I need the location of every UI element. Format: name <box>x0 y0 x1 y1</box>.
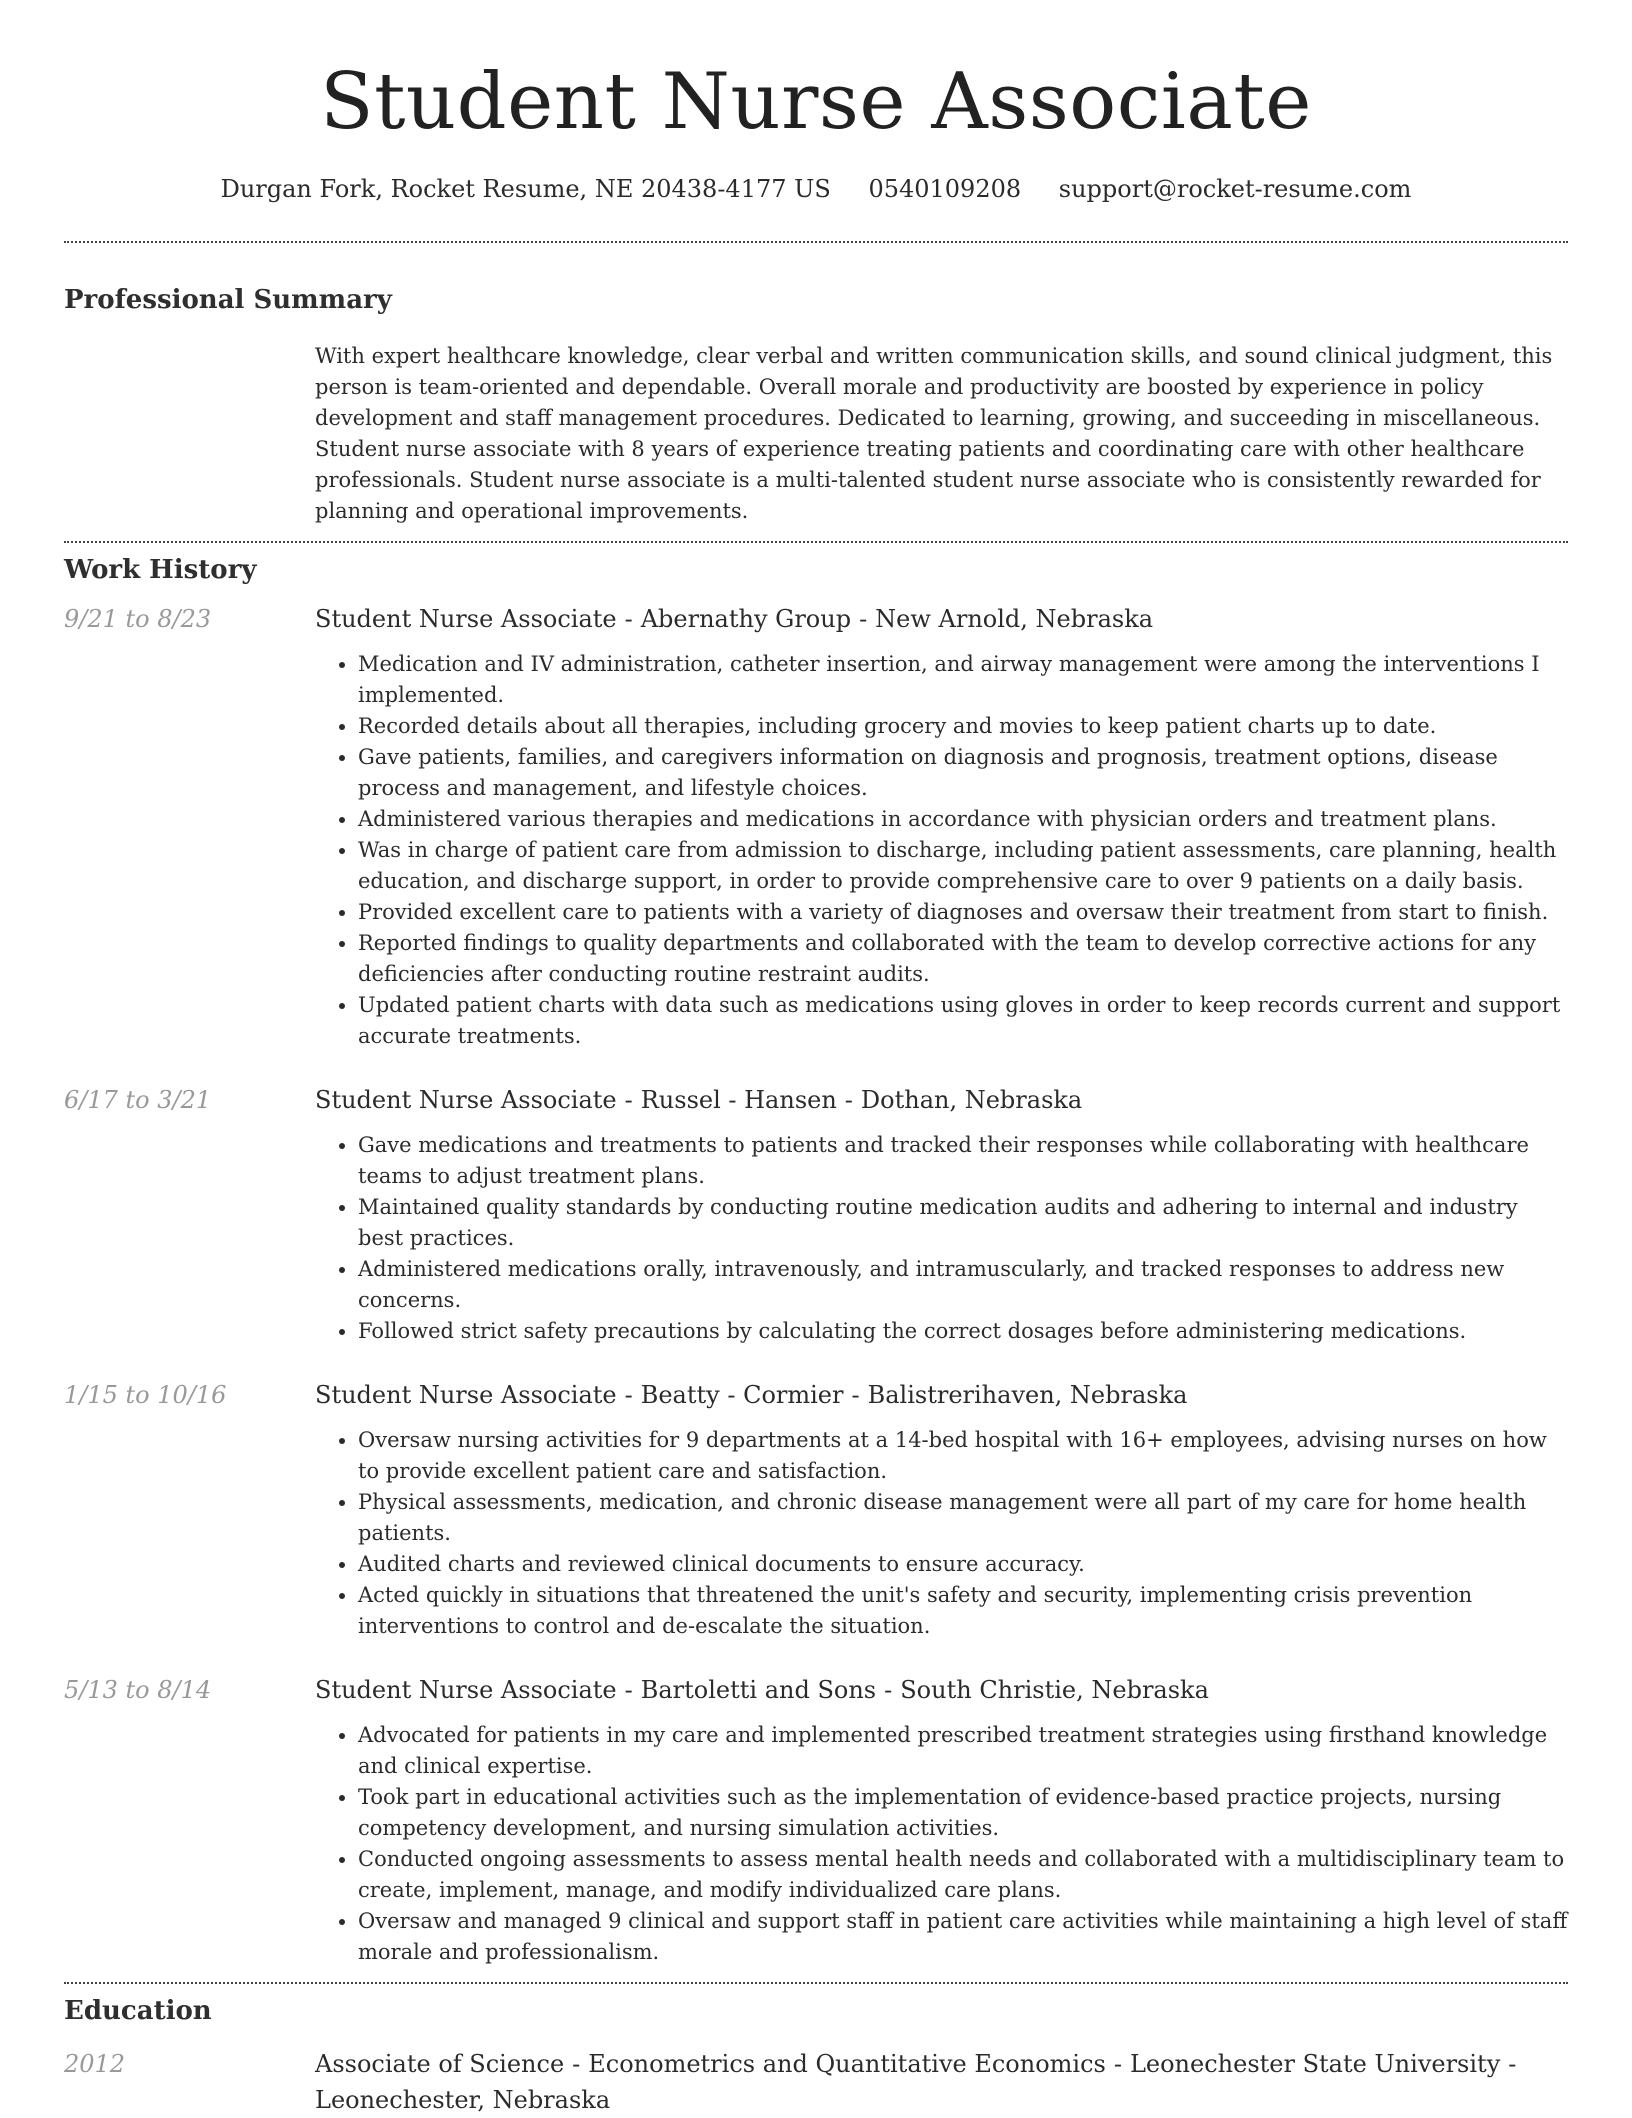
job-heading <box>315 601 1568 637</box>
list-item: • Gave patients, families, and caregivers information on diagnosis and prognosis, treatment options, disease process and management, and lifestyle choices. <box>358 742 1568 804</box>
job-company: Russel - Hansen <box>640 1086 837 1114</box>
job-bullets <box>315 1130 1568 1347</box>
list-item: • Gave medications and treatments to patients and tracked their responses while collaborating with healthcare teams to adjust treatment plans. <box>358 1130 1568 1192</box>
education-section <box>64 1994 1568 2118</box>
list-item: • Was in charge of patient care from admission to discharge, including patient assessments, care planning, health education, and discharge support, in order to provide comprehensive care to over 9 patients on a daily basis. <box>358 835 1568 897</box>
separator: - <box>851 1381 860 1409</box>
education-year: 2012 <box>64 2050 126 2078</box>
list-item: • Took part in educational activities such as the implementation of evidence-based practice projects, nursing competency development, and nursing simulation activities. <box>358 1782 1568 1844</box>
education-entry <box>64 2046 1568 2118</box>
separator: - <box>624 1676 633 1704</box>
separator: - <box>624 1381 633 1409</box>
list-item: • Provided excellent care to patients with a variety of diagnoses and oversaw their treatment from start to finish. <box>358 897 1568 928</box>
list-item: • Oversaw and managed 9 clinical and support staff in patient care activities while maintaining a high level of staff morale and professionalism. <box>358 1906 1568 1968</box>
job-heading <box>315 1377 1568 1413</box>
separator: - <box>624 605 633 633</box>
job-location: Dothan, Nebraska <box>860 1086 1083 1114</box>
separator: - <box>884 1676 893 1704</box>
separator: - <box>859 605 868 633</box>
job-company: Beatty - Cormier <box>640 1381 844 1409</box>
contact-line <box>64 172 1568 206</box>
job-entry <box>64 1377 1568 1642</box>
job-dates: 9/21 to 8/23 <box>64 605 212 633</box>
job-role: Student Nurse Associate <box>315 1381 617 1409</box>
contact-email: support@rocket-resume.com <box>1058 175 1412 203</box>
list-item: • Acted quickly in situations that threatened the unit's safety and security, implementing crisis prevention interventions to control and de-escalate the situation. <box>358 1580 1568 1642</box>
list-item: • Advocated for patients in my care and implemented prescribed treatment strategies using firsthand knowledge and clinical expertise. <box>358 1720 1568 1782</box>
list-item: • Oversaw nursing activities for 9 departments at a 14-bed hospital with 16+ employees, advising nurses on how to provide excellent patient care and satisfaction. <box>358 1425 1568 1487</box>
job-bullets <box>315 1720 1568 1968</box>
job-body <box>315 1672 1568 1968</box>
job-location: Balistrerihaven, Nebraska <box>867 1381 1188 1409</box>
contact-address: Durgan Fork, Rocket Resume, NE 20438-4177 US <box>220 175 831 203</box>
job-heading <box>315 1082 1568 1118</box>
list-item: • Physical assessments, medication, and chronic disease management were all part of my care for home health patients. <box>358 1487 1568 1549</box>
list-item: • Administered various therapies and medications in accordance with physician orders and treatment plans. <box>358 804 1568 835</box>
job-body <box>315 1082 1568 1347</box>
job-body <box>315 601 1568 1052</box>
job-role: Student Nurse Associate <box>315 605 617 633</box>
job-entry <box>64 601 1568 1052</box>
divider <box>64 1982 1568 1984</box>
job-company: Abernathy Group <box>640 605 852 633</box>
job-dates: 1/15 to 10/16 <box>64 1381 227 1409</box>
education-body <box>315 2046 1568 2118</box>
list-item: • Reported findings to quality departments and collaborated with the team to develop corrective actions for any deficiencies after conducting routine restraint audits. <box>358 928 1568 990</box>
summary-text: With expert healthcare knowledge, clear verbal and written communication skills, and sound clinical judgment, this person is team-oriented and dependable. Overall morale and productivity are boosted by experience in policy development and staff management procedures. Dedicated to learning, growing, and succeeding in miscellaneous. Student nurse associate with 8 years of experience treating patients and coordinating care with other healthcare professionals. Student nurse associate is a multi-talented student nurse associate who is consistently rewarded for planning and operational improvements. <box>315 344 1553 523</box>
work-history-heading: Work History <box>64 555 257 585</box>
job-dates: 5/13 to 8/14 <box>64 1676 212 1704</box>
list-item: • Followed strict safety precautions by calculating the correct dosages before administering medications. <box>358 1316 1568 1347</box>
job-body <box>315 1377 1568 1642</box>
separator: - <box>1113 2050 1122 2078</box>
list-item: • Audited charts and reviewed clinical documents to ensure accuracy. <box>358 1549 1568 1580</box>
list-item: • Maintained quality standards by conducting routine medication audits and adhering to internal and industry best practices. <box>358 1192 1568 1254</box>
job-dates: 6/17 to 3/21 <box>64 1086 212 1114</box>
separator: - <box>572 2050 581 2078</box>
education-degree: Associate of Science <box>315 2050 565 2078</box>
separator: - <box>1508 2050 1517 2078</box>
list-item: • Updated patient charts with data such as medications using gloves in order to keep records current and support accurate treatments. <box>358 990 1568 1052</box>
list-item: • Conducted ongoing assessments to assess mental health needs and collaborated with a multidisciplinary team to create, implement, manage, and modify individualized care plans. <box>358 1844 1568 1906</box>
job-heading <box>315 1672 1568 1708</box>
divider <box>64 241 1568 243</box>
education-field: Econometrics and Quantitative Economics <box>588 2050 1106 2078</box>
job-location: New Arnold, Nebraska <box>875 605 1154 633</box>
job-entry <box>64 1672 1568 1968</box>
list-item: • Administered medications orally, intravenously, and intramuscularly, and tracked responses to address new concerns. <box>358 1254 1568 1316</box>
job-role: Student Nurse Associate <box>315 1086 617 1114</box>
job-role: Student Nurse Associate <box>315 1676 617 1704</box>
summary-section <box>64 283 1568 527</box>
summary-heading: Professional Summary <box>64 285 392 315</box>
education-location: Leonechester, Nebraska <box>315 2086 611 2114</box>
contact-phone: 0540109208 <box>868 175 1022 203</box>
list-item: • Medication and IV administration, catheter insertion, and airway management were among the interventions I implemented. <box>358 649 1568 711</box>
list-item: • Recorded details about all therapies, including grocery and movies to keep patient charts up to date. <box>358 711 1568 742</box>
job-entry <box>64 1082 1568 1347</box>
job-location: South Christie, Nebraska <box>900 1676 1209 1704</box>
job-bullets <box>315 649 1568 1052</box>
education-heading: Education <box>64 1996 212 2026</box>
education-school: Leonechester State University <box>1129 2050 1501 2078</box>
resume-name: Student Nurse Associate <box>320 57 1312 147</box>
separator: - <box>624 1086 633 1114</box>
divider <box>64 541 1568 543</box>
job-bullets <box>315 1425 1568 1642</box>
work-history-section <box>64 553 1568 1968</box>
separator: - <box>844 1086 853 1114</box>
job-company: Bartoletti and Sons <box>640 1676 877 1704</box>
